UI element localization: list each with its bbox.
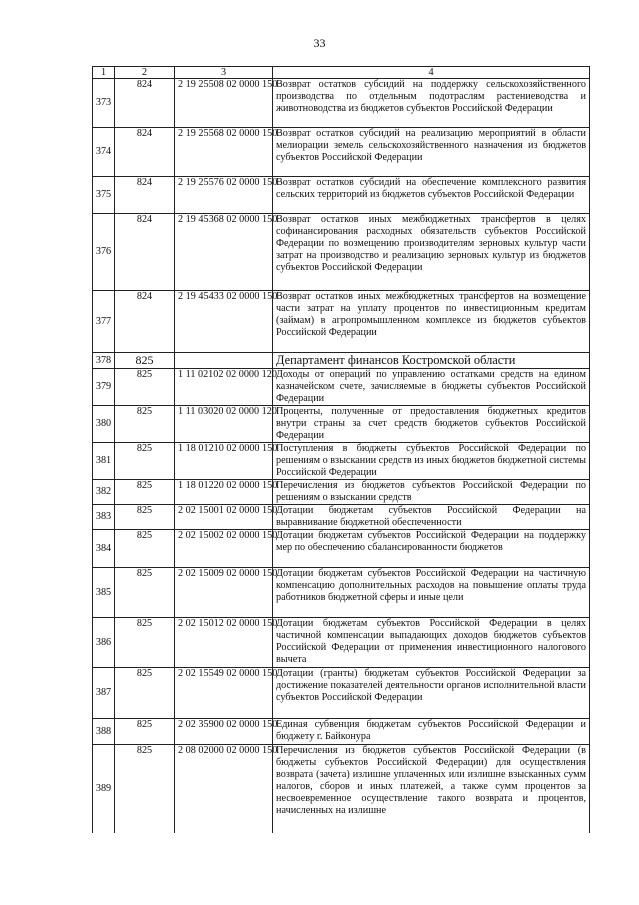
header-col-2: 2 xyxy=(115,67,175,79)
admin-code: 825 xyxy=(115,668,175,719)
revenue-codes-table xyxy=(92,66,590,833)
row-number: 385 xyxy=(93,568,115,618)
page-number: 33 xyxy=(313,36,326,50)
row-number: 377 xyxy=(93,291,115,353)
row-number: 386 xyxy=(93,618,115,668)
revenue-code: 2 02 15009 02 0000 150 xyxy=(175,568,273,618)
admin-code: 825 xyxy=(115,353,175,369)
revenue-code: 2 19 45368 02 0000 150 xyxy=(175,214,273,291)
admin-code: 824 xyxy=(115,291,175,353)
table-row xyxy=(93,443,590,480)
revenue-name: Перечисления из бюджетов субъектов Российской Федерации (в бюджеты субъектов Российской Федерации) для осуществления возврата (зачета) излишне уплаченных или излишне взысканных сумм налогов, сборов и иных платежей, а также сумм процентов за несвоевременное осуществление такого возврата и процентов, начисленных на излишне xyxy=(273,745,590,833)
row-number: 387 xyxy=(93,668,115,719)
admin-code: 824 xyxy=(115,214,175,291)
header-col-3: 3 xyxy=(175,67,273,79)
revenue-code: 2 19 45433 02 0000 150 xyxy=(175,291,273,353)
revenue-code: 2 02 15002 02 0000 150 xyxy=(175,530,273,568)
row-number: 388 xyxy=(93,719,115,745)
admin-code: 824 xyxy=(115,128,175,177)
revenue-name: Перечисления из бюджетов субъектов Российской Федерации по решениям о взыскании средств xyxy=(273,480,590,505)
admin-code: 825 xyxy=(115,568,175,618)
table-row xyxy=(93,668,590,719)
revenue-code: 1 18 01210 02 0000 150 xyxy=(175,443,273,480)
row-number: 379 xyxy=(93,369,115,406)
row-number: 373 xyxy=(93,79,115,128)
revenue-name: Возврат остатков субсидий на обеспечение комплексного развития сельских территорий из бюджетов субъектов Российской Федерации xyxy=(273,177,590,214)
header-col-4: 4 xyxy=(273,67,590,79)
revenue-name: Дотации (гранты) бюджетам субъектов Российской Федерации за достижение показателей деятельности органов исполнительной власти субъектов Российской Федерации xyxy=(273,668,590,719)
revenue-code: 1 18 01220 02 0000 150 xyxy=(175,480,273,505)
row-number: 376 xyxy=(93,214,115,291)
revenue-name: Департамент финансов Костромской области xyxy=(273,353,590,369)
row-number: 382 xyxy=(93,480,115,505)
admin-code: 825 xyxy=(115,530,175,568)
row-number: 374 xyxy=(93,128,115,177)
row-number: 375 xyxy=(93,177,115,214)
revenue-code: 2 08 02000 02 0000 150 xyxy=(175,745,273,833)
row-number: 383 xyxy=(93,505,115,530)
table-row xyxy=(93,291,590,353)
revenue-code: 1 11 02102 02 0000 120 xyxy=(175,369,273,406)
revenue-name: Дотации бюджетам субъектов Российской Федерации на выравнивание бюджетной обеспеченности xyxy=(273,505,590,530)
revenue-name: Возврат остатков субсидий на реализацию мероприятий в области мелиорации земель сельскохозяйственного назначения из бюджетов субъектов Российской Федерации xyxy=(273,128,590,177)
table-row xyxy=(93,79,590,128)
row-number: 384 xyxy=(93,530,115,568)
revenue-name: Дотации бюджетам субъектов Российской Федерации на поддержку мер по обеспечению сбалансированности бюджетов xyxy=(273,530,590,568)
table-row xyxy=(93,128,590,177)
row-number: 380 xyxy=(93,406,115,443)
admin-code: 825 xyxy=(115,618,175,668)
revenue-code: 1 11 03020 02 0000 120 xyxy=(175,406,273,443)
revenue-code: 2 19 25568 02 0000 150 xyxy=(175,128,273,177)
revenue-name: Возврат остатков иных межбюджетных трансфертов в целях софинансирования расходных обязательств субъектов Российской Федерации по возмещению производителям зерновых культур части затрат на производство и реализацию зерновых культур из бюджетов субъектов Российской Федерации xyxy=(273,214,590,291)
revenue-code: 2 02 15001 02 0000 150 xyxy=(175,505,273,530)
table-row xyxy=(93,406,590,443)
revenue-name: Проценты, полученные от предоставления бюджетных кредитов внутри страны за счет средств бюджетов субъектов Российской Федерации xyxy=(273,406,590,443)
revenue-name: Единая субвенция бюджетам субъектов Российской Федерации и бюджету г. Байконура xyxy=(273,719,590,745)
row-number: 381 xyxy=(93,443,115,480)
table-row xyxy=(93,745,590,833)
header-col-1: 1 xyxy=(93,67,115,79)
revenue-code: 2 02 15012 02 0000 150 xyxy=(175,618,273,668)
table-row xyxy=(93,530,590,568)
table-row xyxy=(93,505,590,530)
row-number: 389 xyxy=(93,745,115,833)
admin-code: 825 xyxy=(115,369,175,406)
table-row xyxy=(93,369,590,406)
table-row xyxy=(93,353,590,369)
revenue-name: Возврат остатков субсидий на поддержку сельскохозяйственного производства по отдельным подотраслям растениеводства и животноводства из бюджетов субъектов Российской Федерации xyxy=(273,79,590,128)
admin-code: 825 xyxy=(115,406,175,443)
admin-code: 825 xyxy=(115,443,175,480)
table-row xyxy=(93,719,590,745)
revenue-name: Дотации бюджетам субъектов Российской Федерации на частичную компенсацию дополнительных расходов на повышение оплаты труда работников бюджетной сферы и иные цели xyxy=(273,568,590,618)
admin-code: 824 xyxy=(115,79,175,128)
row-number: 378 xyxy=(93,353,115,369)
revenue-code: 2 02 15549 02 0000 150 xyxy=(175,668,273,719)
revenue-code: 2 02 35900 02 0000 150 xyxy=(175,719,273,745)
table-row xyxy=(93,214,590,291)
table-row xyxy=(93,480,590,505)
revenue-name: Дотации бюджетам субъектов Российской Федерации в целях частичной компенсации выпадающих доходов бюджетов субъектов Российской Федерации от применения инвестиционного налогового вычета xyxy=(273,618,590,668)
admin-code: 825 xyxy=(115,505,175,530)
table-row xyxy=(93,177,590,214)
table-row xyxy=(93,618,590,668)
revenue-name: Возврат остатков иных межбюджетных трансфертов на возмещение части затрат на уплату процентов по инвестиционным кредитам (займам) в агропромышленном комплексе из бюджетов субъектов Российской Федерации xyxy=(273,291,590,353)
revenue-code: 2 19 25508 02 0000 150 xyxy=(175,79,273,128)
revenue-code xyxy=(175,353,273,369)
revenue-name: Доходы от операций по управлению остатками средств на едином казначейском счете, зачисляемые в бюджеты субъектов Российской Федерации xyxy=(273,369,590,406)
table-body xyxy=(93,67,590,833)
admin-code: 825 xyxy=(115,480,175,505)
admin-code: 824 xyxy=(115,177,175,214)
admin-code: 825 xyxy=(115,745,175,833)
revenue-name: Поступления в бюджеты субъектов Российской Федерации по решениям о взыскании средств из иных бюджетов бюджетной системы Российской Федерации xyxy=(273,443,590,480)
table-row xyxy=(93,568,590,618)
revenue-code: 2 19 25576 02 0000 150 xyxy=(175,177,273,214)
table-header-row xyxy=(93,67,590,79)
admin-code: 825 xyxy=(115,719,175,745)
